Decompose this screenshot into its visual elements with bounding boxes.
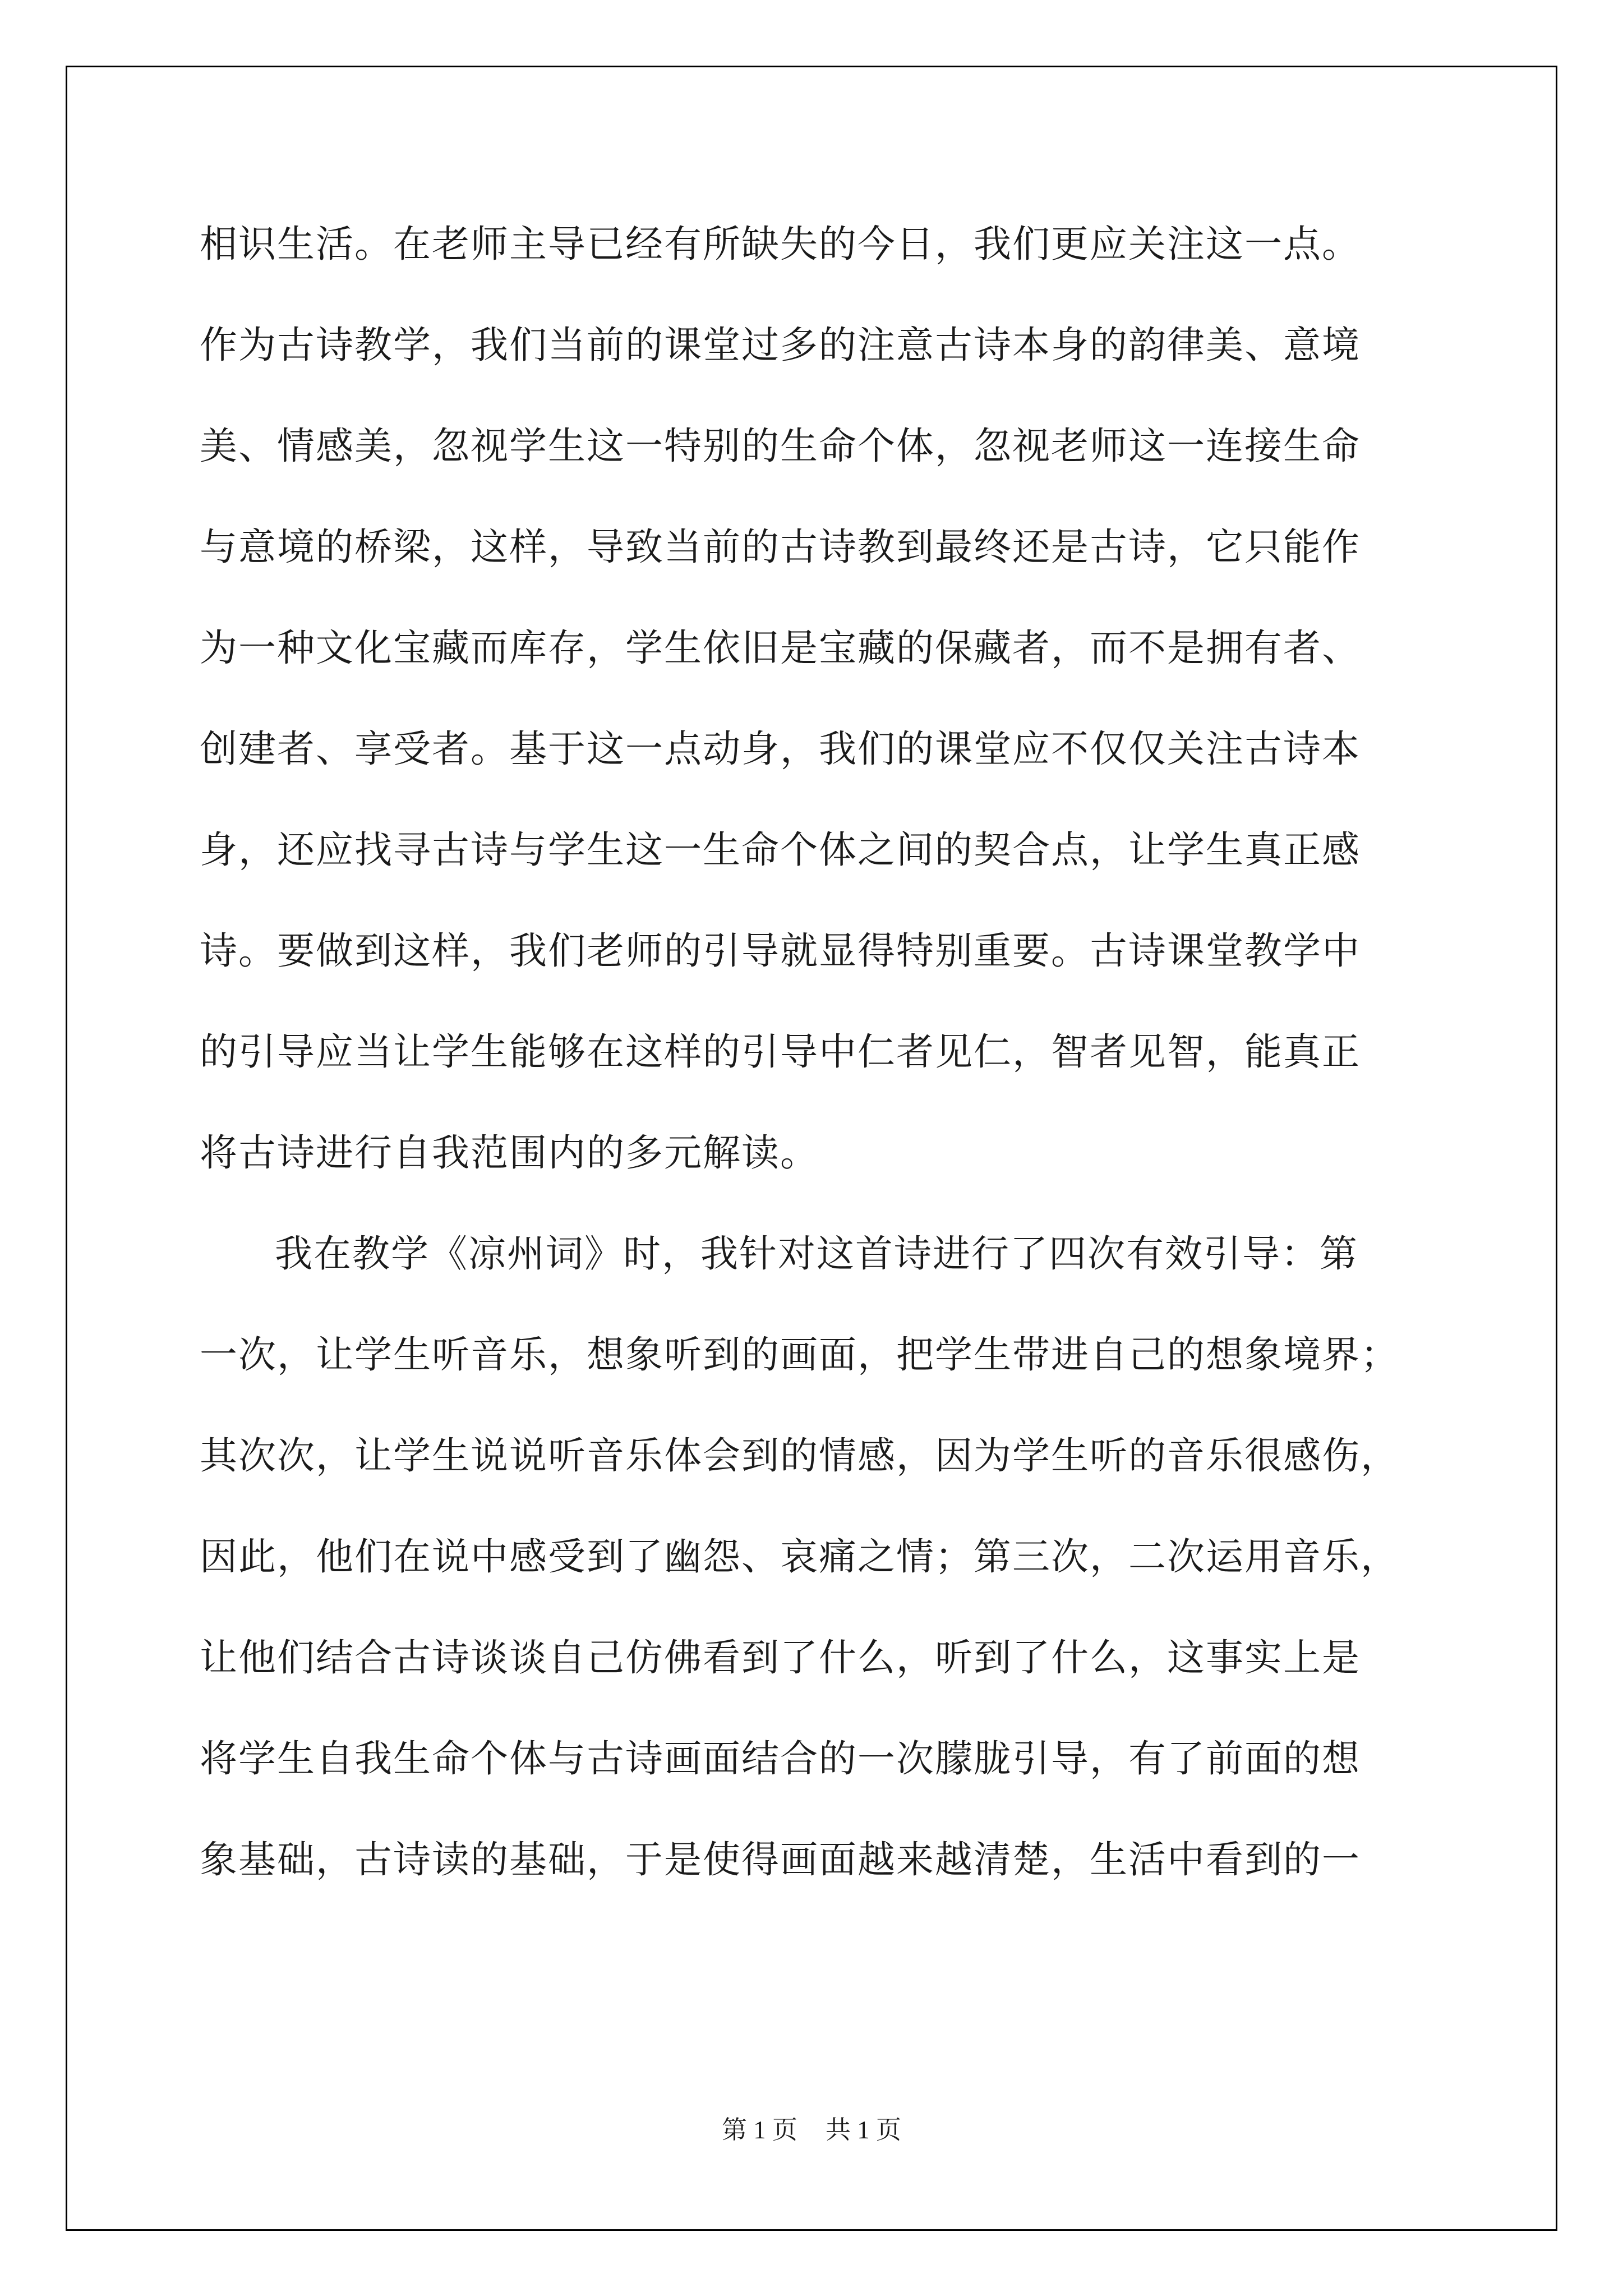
page-total: 共 1 页 xyxy=(826,2116,902,2144)
text-line: 的引导应当让学生能够在这样的引导中仁者见仁，智者见智，能真正 xyxy=(200,1030,1361,1074)
paragraph-first-line: 我在教学《凉州词》时，我针对这首诗进行了四次有效引导：第 xyxy=(275,1232,1358,1276)
text-line: 象基础，古诗读的基础，于是使得画面越来越清楚，生活中看到的一 xyxy=(200,1838,1361,1881)
text-line: 让他们结合古诗谈谈自己仿佛看到了什么，听到了什么，这事实上是 xyxy=(200,1636,1361,1680)
text-line: 一次，让学生听音乐，想象听到的画面，把学生带进自己的想象境界； xyxy=(200,1333,1399,1377)
text-line: 因此，他们在说中感受到了幽怨、哀痛之情；第三次，二次运用音乐， xyxy=(200,1535,1399,1579)
text-line: 身，还应找寻古诗与学生这一生命个体之间的契合点，让学生真正感 xyxy=(200,828,1361,872)
text-line: 作为古诗教学，我们当前的课堂过多的注意古诗本身的韵律美、意境 xyxy=(200,323,1361,367)
document-body xyxy=(200,220,1428,1937)
text-line: 与意境的桥梁，这样，导致当前的古诗教到最终还是古诗，它只能作 xyxy=(200,525,1361,569)
text-line: 相识生活。在老师主导已经有所缺失的今日，我们更应关注这一点。 xyxy=(200,222,1361,266)
text-line: 创建者、享受者。基于这一点动身，我们的课堂应不仅仅关注古诗本 xyxy=(200,727,1361,771)
text-line: 将学生自我生命个体与古诗画面结合的一次朦胧引导，有了前面的想 xyxy=(200,1737,1361,1780)
text-line: 其次次，让学生说说听音乐体会到的情感，因为学生听的音乐很感伤， xyxy=(200,1434,1399,1478)
page-footer xyxy=(0,2109,1623,2146)
text-line: 美、情感美，忽视学生这一特别的生命个体，忽视老师这一连接生命 xyxy=(200,424,1361,468)
page-number: 第 1 页 xyxy=(721,2116,797,2144)
text-line: 为一种文化宝藏而库存，学生依旧是宝藏的保藏者，而不是拥有者、 xyxy=(200,626,1361,670)
text-line: 诗。要做到这样，我们老师的引导就显得特别重要。古诗课堂教学中 xyxy=(200,929,1361,973)
text-line: 将古诗进行自我范围内的多元解读。 xyxy=(200,1131,819,1175)
